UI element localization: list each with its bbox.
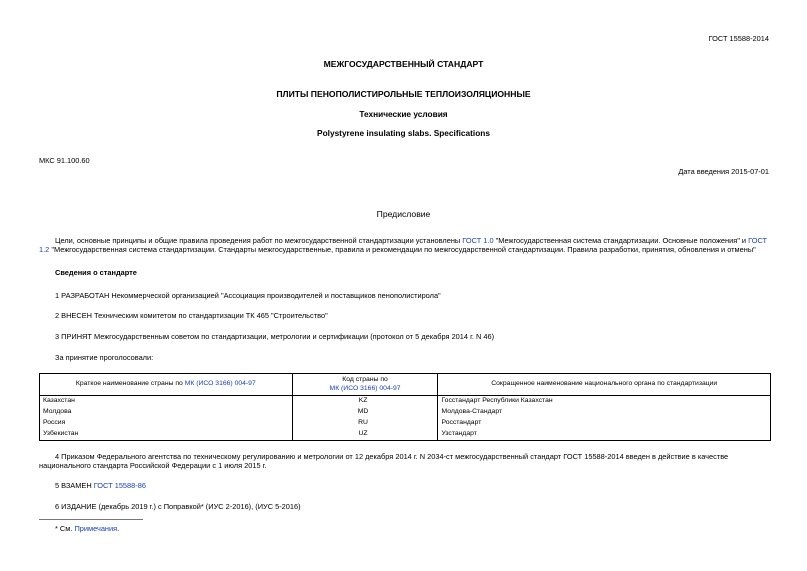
standard-info-heading: Сведения о стандарте: [55, 268, 137, 277]
voting-countries-table: [39, 373, 771, 441]
footnote-divider: [39, 519, 143, 520]
gost-1-2-link[interactable]: ГОСТ 1.2: [39, 236, 768, 255]
item-adopted-by: 3 ПРИНЯТ Межгосударственным советом по стандартизации, метрологии и сертификации (протокол от 5 декабря 2014 г. N 46): [55, 332, 495, 341]
standard-heading: МЕЖГОСУДАРСТВЕННЫЙ СТАНДАРТ: [323, 59, 484, 69]
standard-title: ПЛИТЫ ПЕНОПОЛИСТИРОЛЬНЫЕ ТЕПЛОИЗОЛЯЦИОННЫЕ: [276, 89, 531, 99]
item-enacted-by-order: 4 Приказом Федерального агентства по техническому регулированию и метрологии от 12 декабря 2014 г. N 2034-ст межгосударственный стандарт ГОСТ 15588-2014 введен в действие в качестве национального стандарта Российской Федерации с 1 июля 2015 г.: [39, 452, 729, 471]
notes-link[interactable]: Примечания: [74, 524, 118, 533]
country-cell: Молдова: [40, 407, 293, 418]
voted-label: За принятие проголосовали:: [55, 353, 154, 362]
gost-1-0-link[interactable]: ГОСТ 1.0: [462, 236, 494, 245]
national-body-cell: Госстандарт Республики Казахстан: [438, 396, 771, 408]
mks-code: МКС 91.100.60: [39, 156, 90, 165]
table-row: [40, 396, 771, 408]
item-developed-by: 1 РАЗРАБОТАН Некоммерческой организацией "Ассоциация производителей и поставщиков пенополистирола": [55, 291, 441, 300]
code-cell: MD: [292, 407, 438, 418]
national-body-cell: Молдова-Стандарт: [438, 407, 771, 418]
country-cell: Казахстан: [40, 396, 293, 408]
table-row: [40, 407, 771, 418]
standard-title-english: Polystyrene insulating slabs. Specifications: [317, 128, 490, 138]
mk-iso-link[interactable]: МК (ИСО 3166) 004-97: [329, 384, 401, 392]
item-replaces: 5 ВЗАМЕН ГОСТ 15588-86: [55, 481, 146, 490]
item-submitted-by: 2 ВНЕСЕН Техническим комитетом по стандартизации ТК 465 "Строительство": [55, 311, 328, 320]
foreword-paragraph: [39, 236, 771, 255]
mk-iso-link[interactable]: МК (ИСО 3166) 004-97: [184, 380, 256, 388]
column-header-code: Код страны по МК (ИСО 3166) 004-97: [292, 374, 438, 396]
column-header-national-body: Сокращенное наименование национального органа по стандартизации: [438, 374, 771, 396]
table-header-row: [40, 374, 771, 396]
code-cell: UZ: [292, 429, 438, 441]
table-row: [40, 418, 771, 429]
gost-15588-86-link[interactable]: ГОСТ 15588-86: [93, 481, 146, 490]
foreword-text-part: Цели, основные принципы и общие правила проведения работ по межгосударственной стандартизации установлены: [55, 236, 463, 245]
table-row: [40, 429, 771, 441]
footnote: * См. Примечания.: [55, 524, 120, 533]
standard-subtitle: Технические условия: [359, 109, 448, 119]
national-body-cell: Узстандарт: [438, 429, 771, 441]
document-number: ГОСТ 15588-2014: [708, 34, 769, 43]
column-header-country: Краткое наименование страны по МК (ИСО 3166) 004-97: [40, 374, 293, 396]
foreword-heading: Предисловие: [376, 209, 431, 219]
effective-date: Дата введения 2015-07-01: [678, 167, 769, 176]
foreword-text-part: "Межгосударственная система стандартизации. Стандарты межгосударственные, правила и рекомендации по межгосударственной стандартизации. Правила разработки, принятия, обновления и отмены": [49, 245, 756, 255]
code-cell: RU: [292, 418, 438, 429]
national-body-cell: Росстандарт: [438, 418, 771, 429]
country-cell: Узбекистан: [40, 429, 293, 441]
foreword-text-part: "Межгосударственная система стандартизации. Основные положения" и: [493, 236, 749, 245]
item-edition: 6 ИЗДАНИЕ (декабрь 2019 г.) с Поправкой* (ИУС 2-2016), (ИУС 5-2016): [55, 502, 301, 511]
code-cell: KZ: [292, 396, 438, 408]
country-cell: Россия: [40, 418, 293, 429]
